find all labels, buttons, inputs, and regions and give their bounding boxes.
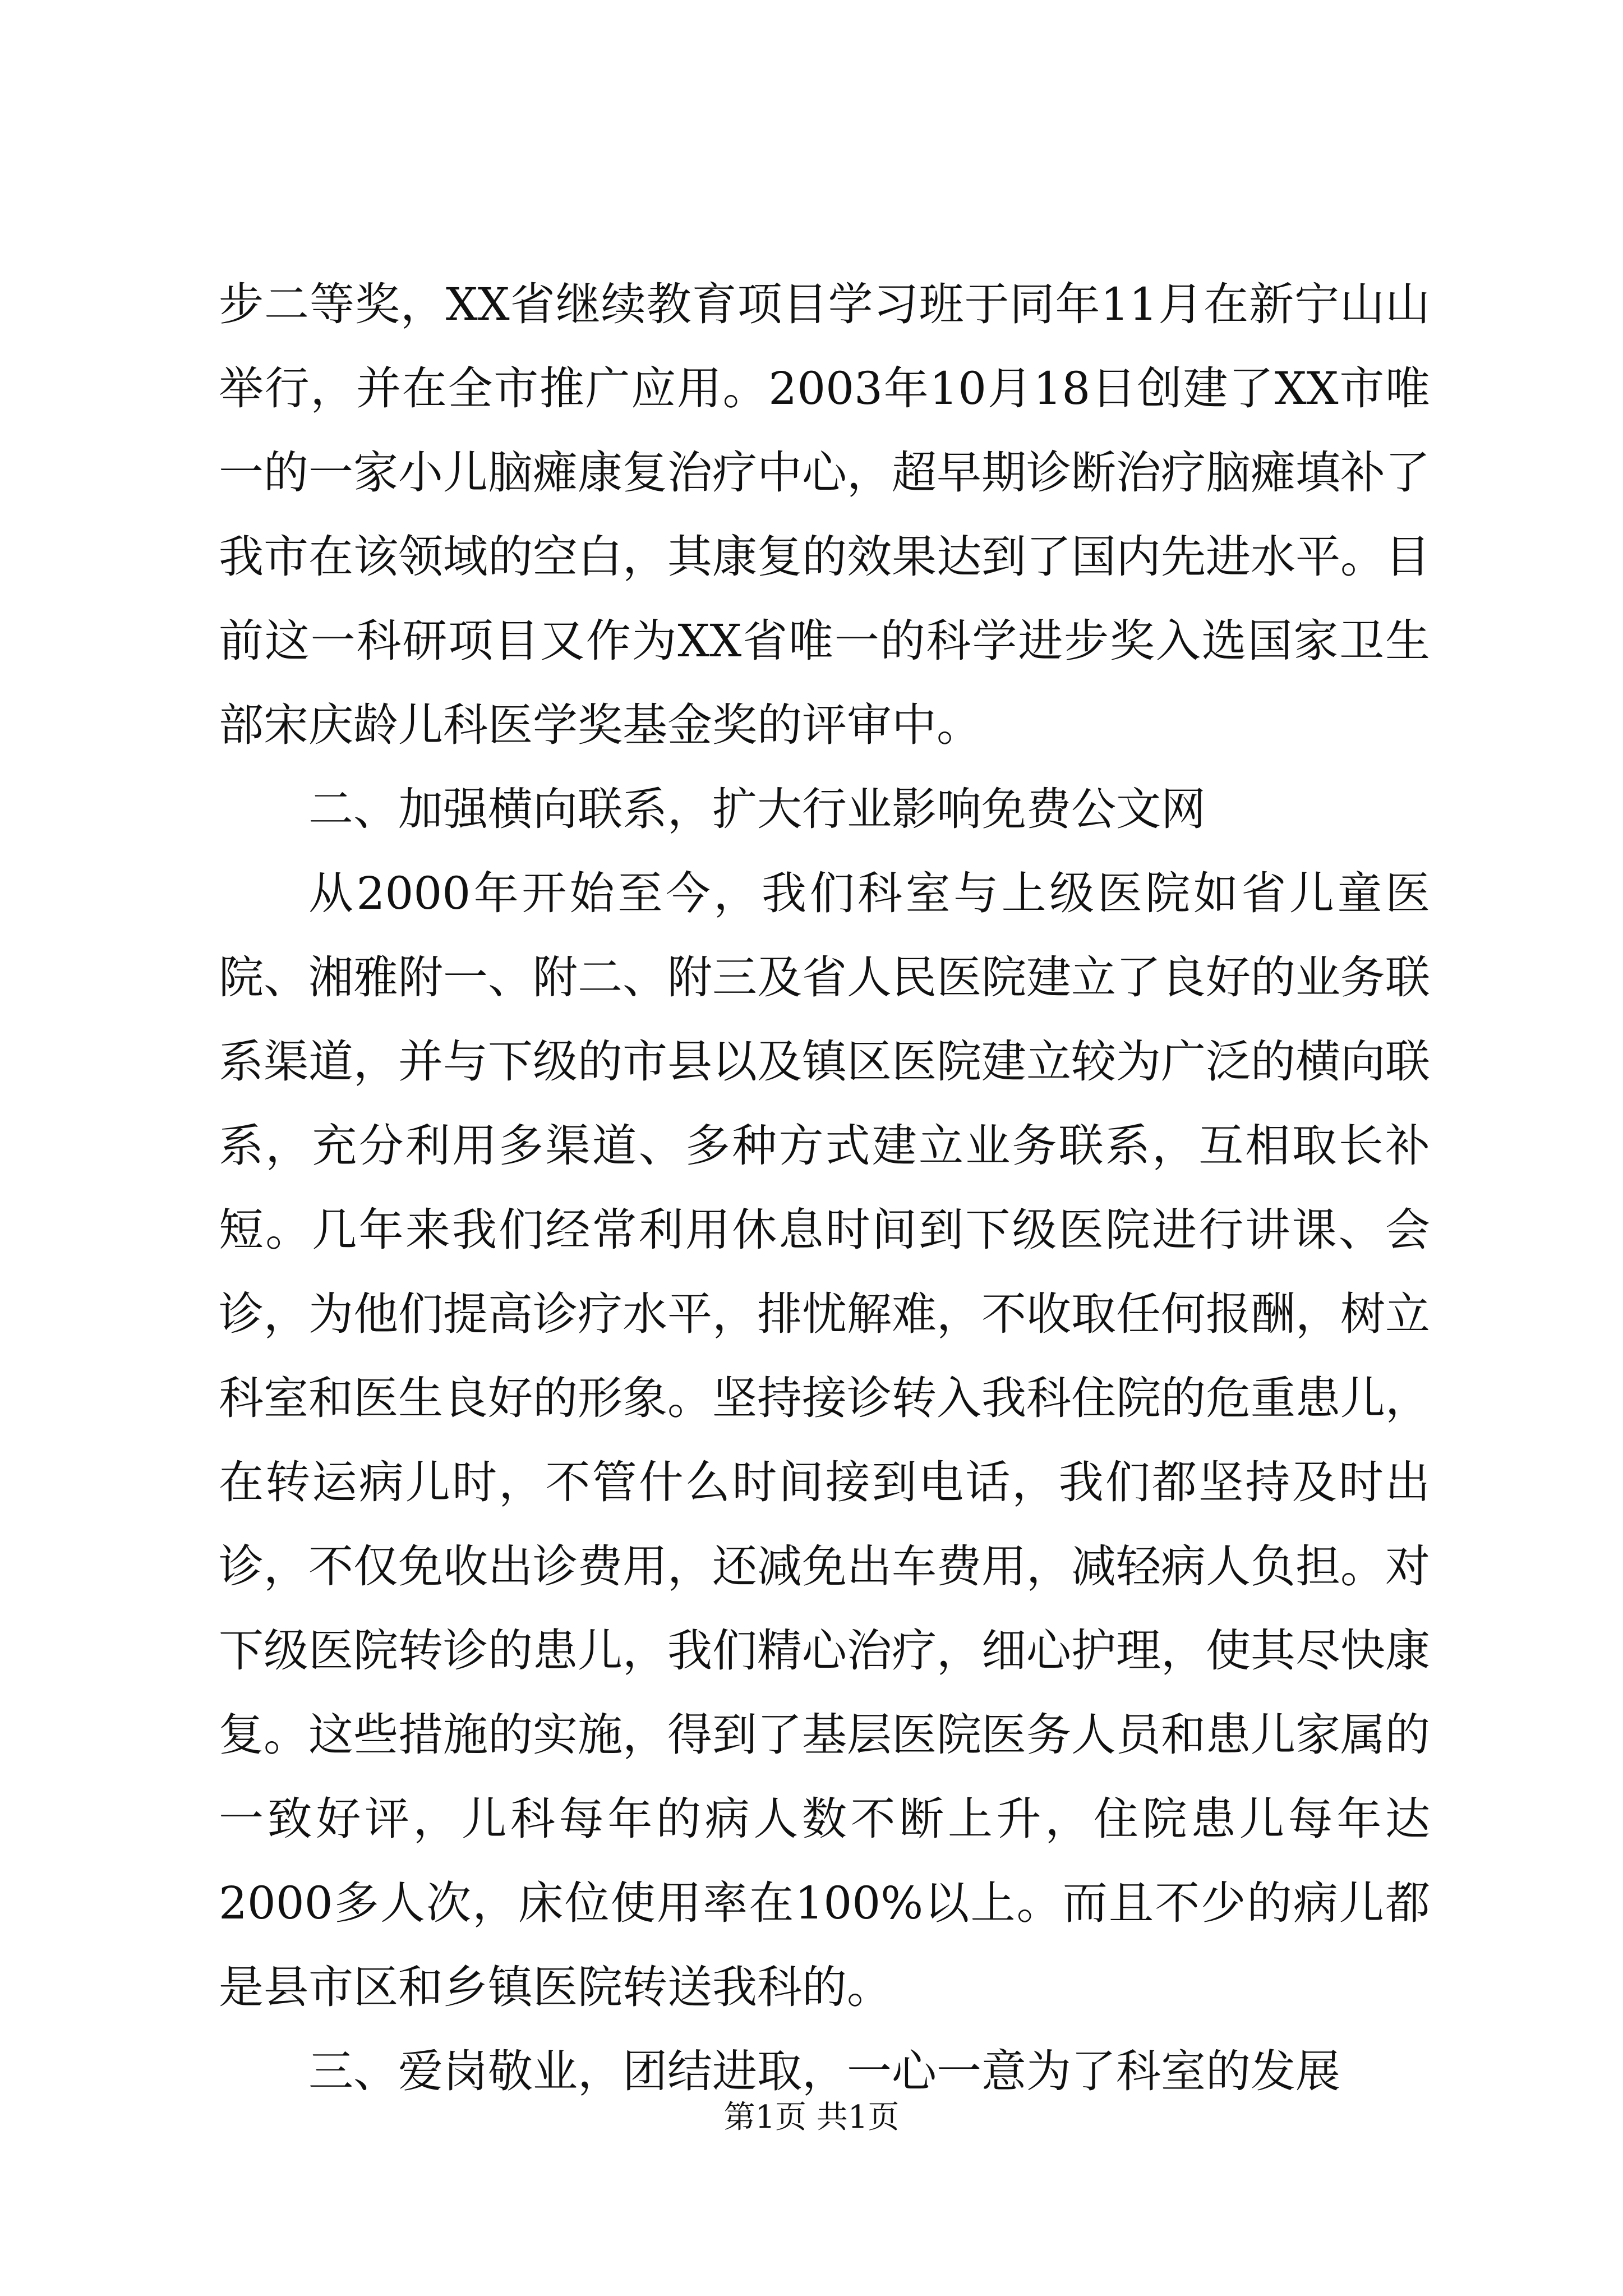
page-footer: 第1页 共1页 <box>723 2099 900 2136</box>
document-body <box>219 263 1430 2114</box>
paragraph-body: 从2000年开始至今，我们科室与上级医院如省儿童医院、湘雅附一、附二、附三及省人民医院建立了良好的业务联系渠道，并与下级的市县以及镇区医院建立较为广泛的横向联系，充分利用多渠道、多种方式建立业务联系，互相取长补短。几年来我们经常利用休息时间到下级医院进行讲课、会诊，为他们提高诊疗水平，排忧解难，不收取任何报酬，树立科室和医生良好的形象。坚持接诊转入我科住院的危重患儿，在转运病儿时，不管什么时间接到电话，我们都坚持及时出诊，不仅免收出诊费用，还减免出车费用，减轻病人负担。对下级医院转诊的患儿，我们精心治疗，细心护理，使其尽快康复。这些措施的实施，得到了基层医院医务人员和患儿家属的一致好评，儿科每年的病人数不断上升，住院患儿每年达2000多人次，床位使用率在100%以上。而且不少的病儿都是县市区和乡镇医院转送我科的。 <box>219 867 1430 2013</box>
section-heading-2: 二、加强横向联系，扩大行业影响免费公文网 <box>308 783 1206 835</box>
section-heading-3: 三、爱岗敬业，团结进取，一心一意为了科室的发展 <box>308 2045 1340 2097</box>
paragraph-continuation: 步二等奖，XX省继续教育项目学习班于同年11月在新宁山山举行，并在全市推广应用。2003年10月18日创建了XX市唯一的一家小儿脑瘫康复治疗中心，超早期诊断治疗脑瘫填补了我市在该领域的空白，其康复的效果达到了国内先进水平。目前这一科研项目又作为XX省唯一的科学进步奖入选国家卫生部宋庆龄儿科医学奖基金奖的评审中。 <box>219 278 1430 751</box>
